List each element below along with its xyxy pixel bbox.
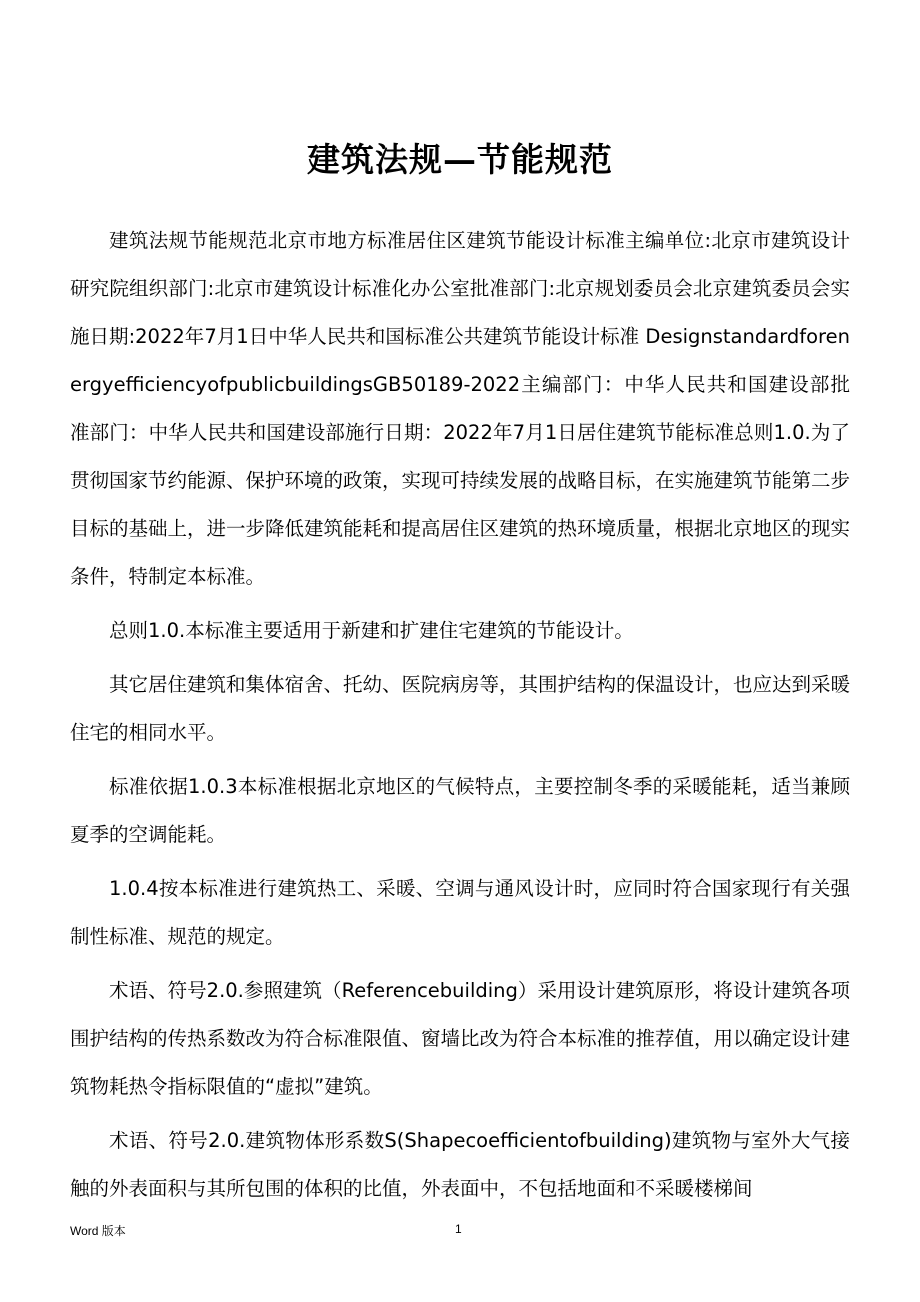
- paragraph: 术语、符号2.0.建筑物体形系数S(Shapecoefficientofbuilding)建筑物与室外大气接触的外表面积与其所包围的体积的比值，外表面中，不包括地面和不采暖楼梯间: [70, 1129, 850, 1200]
- document-body: [70, 217, 850, 1219]
- paragraph: 1.0.4按本标准进行建筑热工、采暖、空调与通风设计时，应同时符合国家现行有关强制性标准、规范的规定。: [70, 877, 850, 948]
- document-title: 建筑法规—节能规范: [307, 140, 613, 179]
- paragraph: 其它居住建筑和集体宿舍、托幼、医院病房等，其围护结构的保温设计，也应达到采暖住宅的相同水平。: [70, 673, 851, 744]
- page-number: 1: [455, 1222, 462, 1236]
- paragraph: 标准依据1.0.3本标准根据北京地区的气候特点，主要控制冬季的采暖能耗，适当兼顾夏季的空调能耗。: [70, 775, 850, 846]
- paragraph: 总则1.0.本标准主要适用于新建和扩建住宅建筑的节能设计。: [109, 619, 634, 642]
- footer-label: Word 版本: [70, 1224, 126, 1238]
- paragraph: 术语、符号2.0.参照建筑（Referencebuilding）采用设计建筑原形，将设计建筑各项围护结构的传热系数改为符合标准限值、窗墙比改为符合本标准的推荐值，用以确定设计建筑物耗热令指标限值的“虚拟”建筑。: [70, 979, 851, 1098]
- paragraph: 建筑法规节能规范北京市地方标准居住区建筑节能设计标准主编单位:北京市建筑设计研究院组织部门:北京市建筑设计标准化办公室批准部门:北京规划委员会北京建筑委员会实施日期:2022年7月1日中华人民共和国标准公共建筑节能设计标准 DesignstandardforenergyefficiencyofpublicbuildingsGB50189-2022主编部门：中华人民共和国建设部批准部门：中华人民共和国建设部施行日期：2022年7月1日居住建筑节能标准总则1.0.为了贯彻国家节约能源、保护环境的政策，实现可持续发展的战略目标，在实施建筑节能第二步目标的基础上，进一步降低建筑能耗和提高居住区建筑的热环境质量，根据北京地区的现实条件，特制定本标准。: [70, 229, 851, 588]
